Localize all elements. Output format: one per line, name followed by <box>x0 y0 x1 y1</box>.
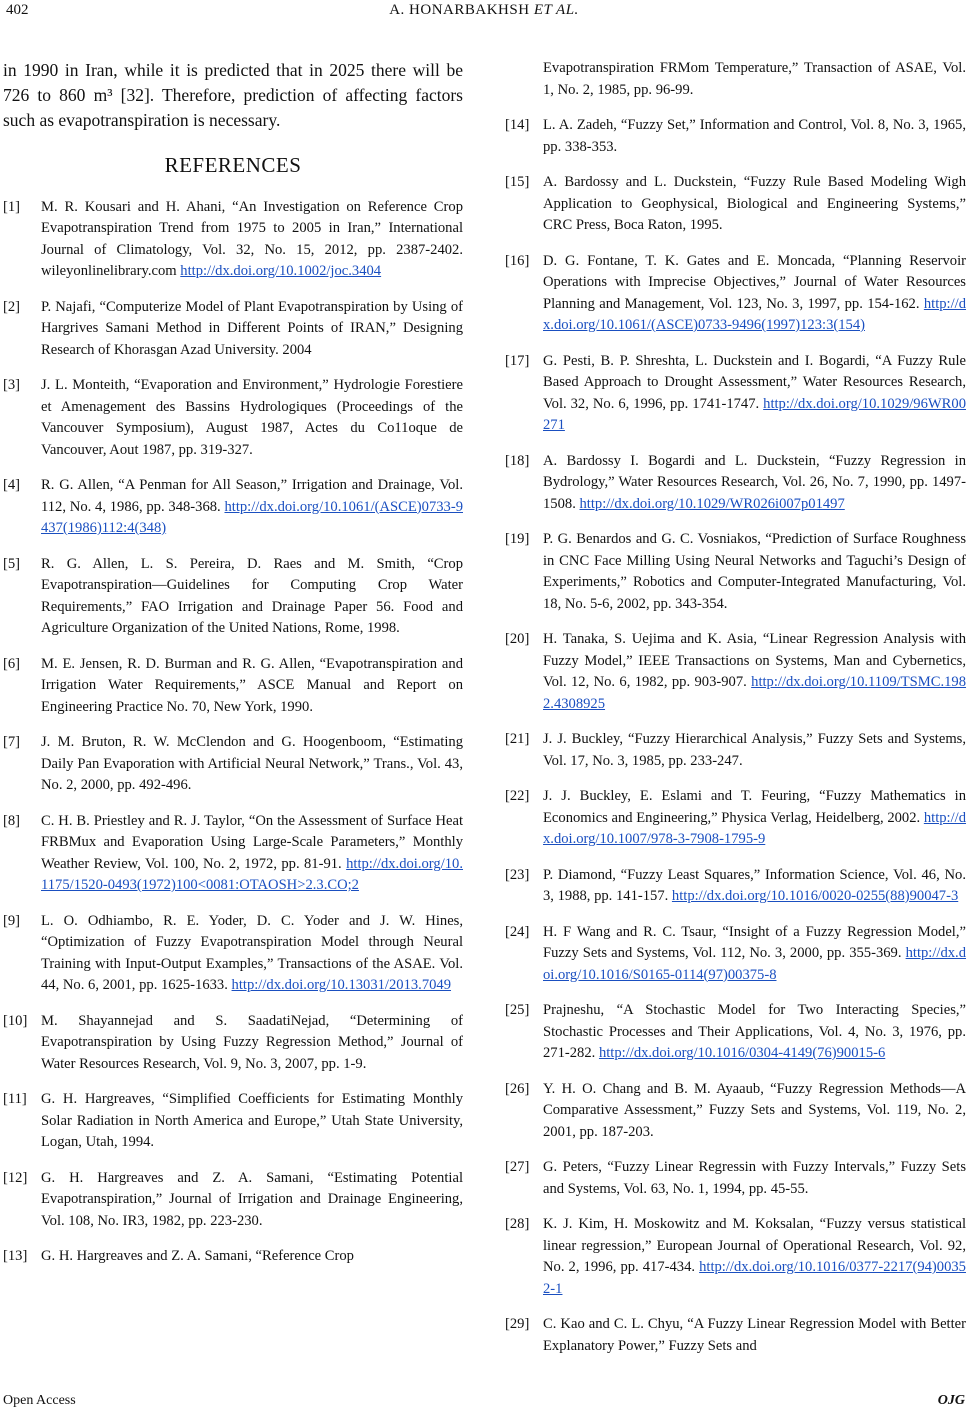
reference-item <box>505 115 966 158</box>
reference-doi-link[interactable]: http://dx.doi.org/10.1016/0020-0255(88)90047-3 <box>671 888 959 904</box>
reference-text: Y. H. O. Chang and B. M. Ayaaub, “Fuzzy Regression Methods—A Comparative Assessment,” Fuzzy Sets and Systems, Vol. 119, No. 2, 2001, pp. 187-203. <box>543 1080 966 1140</box>
left-column <box>3 58 463 1282</box>
reference-doi-link[interactable]: http://dx.doi.org/10.1029/96WR00271 <box>543 395 966 433</box>
footer-journal: OJG <box>937 1393 965 1408</box>
reference-text: H. Tanaka, S. Uejima and K. Asia, “Linear Regression Analysis with Fuzzy Model,” IEEE Transactions on Systems, Man and Cybernetics, Vol. 12, No. 6, 1982, pp. 903-907. <box>543 631 966 690</box>
reference-number: [29] <box>505 1316 530 1332</box>
reference-body <box>543 1314 966 1357</box>
reference-number: [23] <box>505 866 530 883</box>
reference-text: J. L. Monteith, “Evaporation and Environment,” Hydrologie Forestiere et Amenagement des Bassins Hydrologiques (Proceedings of the Vancouver Symposium), August 1987, Actes du Co11oque de Vancouver, Aout 1987, pp. 319-327. <box>41 377 463 458</box>
reference-item <box>3 475 463 540</box>
reference-number: [15] <box>505 174 530 190</box>
reference-body <box>543 922 966 987</box>
reference-doi-link[interactable]: http://dx.doi.org/10.1002/joc.3404 <box>180 263 382 279</box>
reference-body <box>543 1157 966 1200</box>
reference-number: [2] <box>3 298 21 315</box>
reference-body <box>543 729 966 772</box>
reference-item <box>505 1079 966 1144</box>
reference-number: [19] <box>505 531 530 547</box>
references-heading: REFERENCES <box>164 153 302 177</box>
reference-doi-link[interactable]: http://dx.doi.org/10.1016/0304-4149(76)90015-6 <box>598 1045 886 1061</box>
reference-item <box>505 922 966 987</box>
reference-number: [8] <box>3 812 21 829</box>
reference-body <box>543 1079 966 1144</box>
reference-item <box>505 786 966 851</box>
reference-doi-link[interactable]: http://dx.doi.org/10.1016/0377-2217(94)00352-1 <box>543 1259 966 1297</box>
reference-number: [11] <box>3 1091 27 1107</box>
running-head-authors: A. HONARBAKHSH <box>389 2 530 18</box>
reference-text: J. M. Bruton, R. W. McClendon and G. Hoogenboom, “Estimating Daily Pan Evaporation with Artificial Neural Network,” Trans., Vol. 43, No. 2, 2000, pp. 492-496. <box>41 734 463 793</box>
reference-text: C. H. B. Priestley and R. J. Taylor, “On the Assessment of Surface Heat FRBMux and Evaporation Using Large-Scale Parameters,” Monthly Weather Review, Vol. 100, No. 2, 1972, pp. 81-91. <box>41 812 463 872</box>
reference-item <box>505 351 966 437</box>
right-column <box>505 58 966 1371</box>
reference-number: [9] <box>3 912 21 929</box>
reference-item <box>505 529 966 615</box>
reference-item <box>505 629 966 715</box>
reference-item <box>505 172 966 237</box>
reference-text: R. G. Allen, “A Penman for All Season,” Irrigation and Drainage, Vol. 112, No. 4, 1986, pp. 348-368. <box>41 477 463 515</box>
reference-number: [26] <box>505 1080 530 1097</box>
reference-doi-link[interactable]: http://dx.doi.org/10.13031/2013.7049 <box>231 977 452 993</box>
reference-text: J. J. Buckley, “Fuzzy Hierarchical Analysis,” Fuzzy Sets and Systems, Vol. 17, No. 3, 1985, pp. 233-247. <box>543 731 966 769</box>
reference-number: [6] <box>3 655 21 672</box>
reference-text: M. Shayannejad and S. SaadatiNejad, “Determining of Evapotranspiration by Using Fuzzy Regression Method,” Journal of Water Resources Research, Vol. 9, No. 3, 2007, pp. 1-9. <box>41 1012 463 1072</box>
reference-doi-link[interactable]: http://dx.doi.org/10.1061/(ASCE)0733-9496(1997)123:3(154) <box>543 295 967 333</box>
page-header <box>0 0 968 30</box>
reference-text: G. H. Hargreaves and Z. A. Samani, “Reference Crop <box>41 1248 354 1264</box>
reference-body <box>543 865 966 908</box>
reference-body <box>543 1000 966 1065</box>
reference-body <box>543 115 966 158</box>
reference-text: A. Bardossy I. Bogardi and L. Duckstein, “Fuzzy Regression in Bydrology,” Water Resources Research, Vol. 26, No. 7, 1990, pp. 1497-1508. <box>543 452 966 512</box>
reference-item <box>3 1011 463 1076</box>
reference-number: [24] <box>505 923 530 940</box>
reference-item <box>3 197 463 283</box>
reference-item <box>3 654 463 719</box>
reference-text: G. H. Hargreaves and Z. A. Samani, “Estimating Potential Evapotranspiration,” Journal of Irrigation and Drainage Engineering, Vol. 108, No. IR3, 1982, pp. 223-230. <box>41 1169 463 1229</box>
reference-number: [14] <box>505 117 530 133</box>
reference-number: [18] <box>505 452 530 469</box>
reference-text: H. F Wang and R. C. Tsaur, “Insight of a Fuzzy Regression Model,” Fuzzy Sets and Systems, Vol. 112, No. 3, 2000, pp. 355-369. <box>543 923 966 961</box>
reference-text: M. E. Jensen, R. D. Burman and R. G. Allen, “Evapotranspiration and Irrigation Water Requirements,” ASCE Manual and Report on Engineering Practice No. 70, New York, 1990. <box>41 655 463 715</box>
reference-item <box>505 1000 966 1065</box>
reference-number: [28] <box>505 1216 530 1232</box>
reference-number: [7] <box>3 734 21 750</box>
left-reference-list <box>3 197 463 1268</box>
reference-number: [27] <box>505 1159 530 1175</box>
reference-number: [20] <box>505 631 530 647</box>
reference-body <box>543 351 966 437</box>
reference-text: M. R. Kousari and H. Ahani, “An Investigation on Reference Crop Evapotranspiration Trend from 1975 to 2005 in Iran,” International Journal of Climatology, Vol. 32, No. 15, 2012, pp. 2387-2402. wileyonlinelibrary.com <box>41 198 463 279</box>
reference-item <box>3 554 463 640</box>
reference-body <box>543 786 966 851</box>
reference-number: [10] <box>3 1012 28 1029</box>
page-number: 402 <box>6 2 29 18</box>
reference-number: [21] <box>505 731 530 747</box>
reference-body <box>41 1246 463 1268</box>
reference-body <box>543 251 966 337</box>
reference-number: [3] <box>3 377 21 393</box>
reference-doi-link[interactable]: http://dx.doi.org/10.1007/978-3-7908-1795-9 <box>543 809 967 847</box>
reference-doi-link[interactable]: http://dx.doi.org/10.1175/1520-0493(1972)100<0081:OTAOSH>2.3.CO;2 <box>41 855 463 893</box>
reference-text: D. G. Fontane, T. K. Gates and E. Moncada, “Planning Reservoir Operations with Imprecise Objectives,” Journal of Water Resources Planning and Management, Vol. 123, No. 3, 1997, pp. 154-162. <box>543 252 966 312</box>
reference-number: [13] <box>3 1248 28 1264</box>
reference-text: Prajneshu, “A Stochastic Model for Two Interacting Species,” Stochastic Processes and Their Applications, Vol. 4, No. 3, 1976, pp. 271-282. <box>543 1002 966 1061</box>
reference-number: [22] <box>505 788 530 804</box>
reference-body <box>543 629 966 715</box>
reference-continuation-text: Evapotranspiration FRMom Temperature,” Transaction of ASAE, Vol. 1, No. 2, 1985, pp. 96-99. <box>543 60 966 98</box>
reference-text: P. G. Benardos and G. C. Vosniakos, “Prediction of Surface Roughness in CNC Face Milling Using Neural Networks and Taguchi’s Design of Experiments,” Robotics and Computer-Integrated Manufacturing, Vol. 18, No. 5-6, 2002, pp. 343-354. <box>543 531 966 612</box>
reference-body <box>543 451 966 516</box>
reference-body <box>41 1011 463 1076</box>
page-footer <box>0 1393 968 1413</box>
right-reference-list <box>505 115 966 1357</box>
reference-item <box>3 1168 463 1233</box>
reference-body <box>41 475 463 540</box>
reference-text: A. Bardossy and L. Duckstein, “Fuzzy Rule Based Modeling Wigh Application to Geophysical, Biological and Engineering Systems,” CRC Press, Boca Raton, 1995. <box>543 174 966 233</box>
reference-text: L. A. Zadeh, “Fuzzy Set,” Information and Control, Vol. 8, No. 3, 1965, pp. 338-353. <box>543 117 966 155</box>
reference-number: [12] <box>3 1169 28 1186</box>
running-head-etal: ET AL. <box>533 2 579 18</box>
reference-doi-link[interactable]: http://dx.doi.org/10.1029/WR026i007p01497 <box>579 495 845 512</box>
reference-body <box>41 554 463 640</box>
reference-doi-link[interactable]: http://dx.doi.org/10.1061/(ASCE)0733-9437(1986)112:4(348) <box>41 498 463 536</box>
reference-body <box>41 654 463 719</box>
reference-item <box>3 732 463 797</box>
reference-text: J. J. Buckley, E. Eslami and T. Feuring, “Fuzzy Mathematics in Economics and Engineering,” Physica Verlag, Heidelberg, 2002. <box>543 788 966 826</box>
reference-item <box>505 1314 966 1357</box>
reference-number: [5] <box>3 555 21 572</box>
reference-item <box>3 1246 463 1268</box>
reference-text: G. H. Hargreaves, “Simplified Coefficients for Estimating Monthly Solar Radiation in North America and Europe,” Utah State University, Logan, Utah, 1994. <box>41 1091 463 1150</box>
footer-open-access: Open Access <box>3 1393 76 1408</box>
reference-item <box>3 297 463 362</box>
reference-text: C. Kao and C. L. Chyu, “A Fuzzy Linear Regression Model with Better Explanatory Power,” Fuzzy Sets and <box>543 1316 966 1354</box>
reference-item <box>3 1089 463 1154</box>
reference-body <box>41 911 463 997</box>
reference-body <box>41 732 463 797</box>
reference-text: G. Peters, “Fuzzy Linear Regressin with Fuzzy Intervals,” Fuzzy Sets and Systems, Vol. 63, No. 1, 1994, pp. 45-55. <box>543 1159 966 1197</box>
reference-item <box>505 1214 966 1300</box>
reference-body <box>41 297 463 362</box>
reference-item <box>3 911 463 997</box>
reference-number: [16] <box>505 252 530 269</box>
reference-number: [4] <box>3 477 21 493</box>
reference-item <box>505 729 966 772</box>
reference-body <box>41 811 463 897</box>
reference-item <box>505 865 966 908</box>
reference-number: [17] <box>505 352 530 369</box>
reference-body <box>41 375 463 461</box>
reference-text: R. G. Allen, L. S. Pereira, D. Raes and M. Smith, “Crop Evapotranspiration—Guidelines for Computing Crop Water Requirements,” FAO Irrigation and Drainage Paper 56. Food and Agriculture Organization of the United Nations, Rome, 1998. <box>41 555 463 636</box>
reference-text: P. Diamond, “Fuzzy Least Squares,” Information Science, Vol. 46, No. 3, 1988, pp. 141-157. <box>543 866 966 904</box>
reference-doi-link[interactable]: http://dx.doi.org/10.1109/TSMC.1982.4308925 <box>543 674 967 712</box>
reference-text: L. O. Odhiambo, R. E. Yoder, D. C. Yoder and J. W. Hines, “Optimization of Fuzzy Evapotranspiration Model through Neural Training with Input-Output Examples,” Transactions of the ASAE. Vol. 44, No. 6, 2001, pp. 1625-1633. <box>41 912 463 993</box>
reference-item <box>3 375 463 461</box>
reference-item <box>505 1157 966 1200</box>
reference-item <box>505 251 966 337</box>
reference-text: G. Pesti, B. P. Shreshta, L. Duckstein and I. Bogardi, “A Fuzzy Rule Based Approach to Drought Assessment,” Water Resources Research, Vol. 32, No. 6, 1996, pp. 1741-1747. <box>543 352 966 412</box>
reference-body <box>543 529 966 615</box>
reference-body <box>543 1214 966 1300</box>
reference-body <box>41 197 463 283</box>
intro-paragraph: in 1990 in Iran, while it is predicted that in 2025 there will be 726 to 860 m³ [32]. Therefore, prediction of affecting factors such as evapotranspiration is necessary. <box>3 60 463 130</box>
reference-number: [25] <box>505 1002 530 1018</box>
reference-text: P. Najafi, “Computerize Model of Plant Evapotranspiration by Using of Hargrives Samani Method in Different Points of IRAN,” Designing Research of Khorasgan Azad University. 2004 <box>41 298 463 358</box>
reference-body <box>543 172 966 237</box>
running-head <box>0 2 968 19</box>
reference-item <box>3 811 463 897</box>
reference-number: [1] <box>3 198 21 215</box>
reference-doi-link[interactable]: http://dx.doi.org/10.1016/S0165-0114(97)00375-8 <box>543 945 966 983</box>
reference-continuation <box>505 58 966 101</box>
reference-body <box>41 1168 463 1233</box>
reference-body <box>41 1089 463 1154</box>
reference-item <box>505 451 966 516</box>
reference-text: K. J. Kim, H. Moskowitz and M. Koksalan, “Fuzzy versus statistical linear regression,” European Journal of Operational Research, Vol. 92, No. 2, 1996, pp. 417-434. <box>543 1216 966 1275</box>
